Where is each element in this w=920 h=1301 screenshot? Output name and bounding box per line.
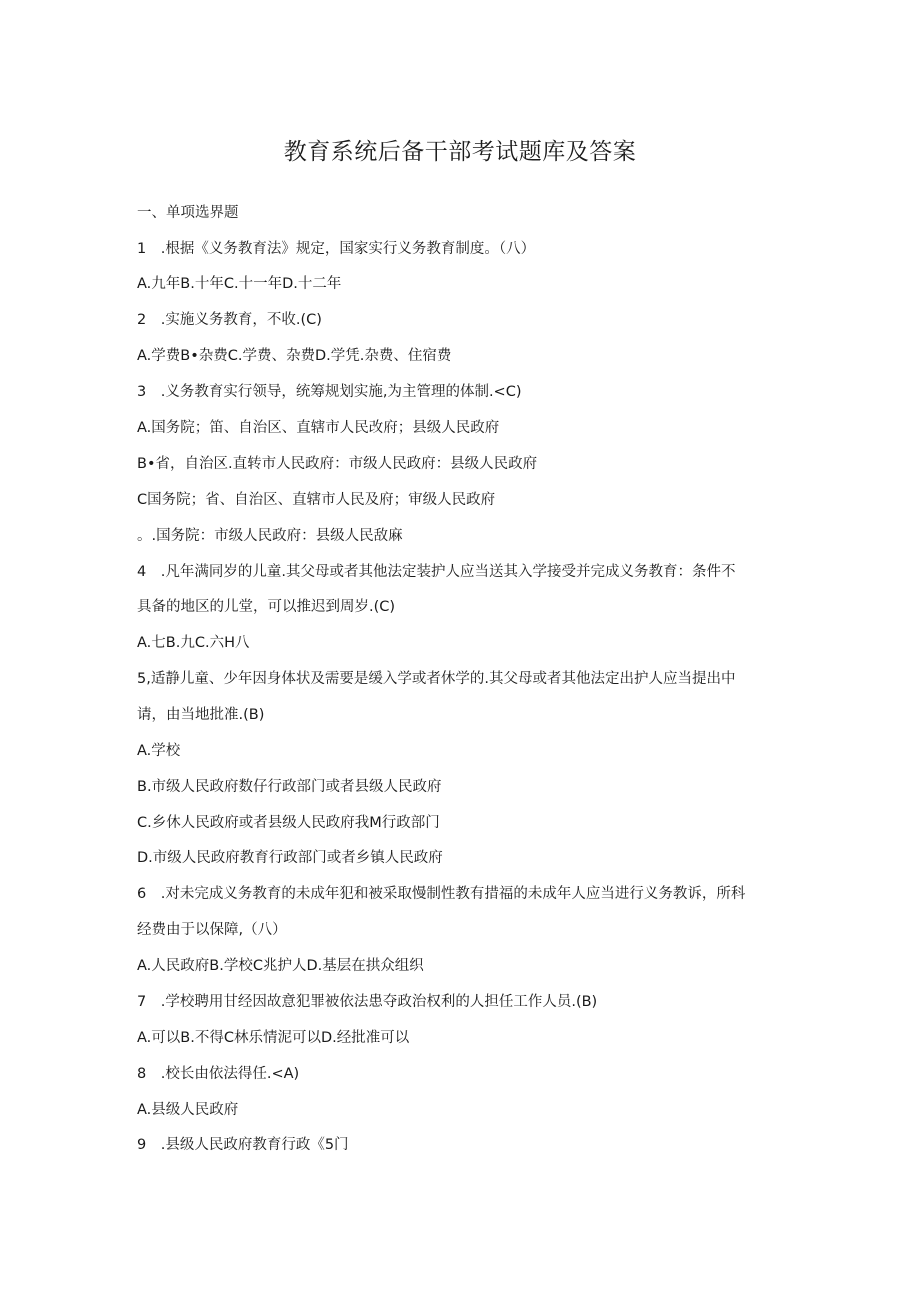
question-6-line-1: 6 .对未完成义务教育的未成年犯和被采取慢制性教有措福的未成年人应当进行义务教诉，所科 — [137, 886, 746, 902]
question-3: 3 .义务教育实行领导，统筹规划实施,为主管理的体制.<C) — [137, 384, 522, 400]
question-3-option-c: C国务院；省、自治区、直辖市人民及府；审级人民政府 — [137, 492, 496, 508]
question-5-option-a: A.学校 — [137, 743, 181, 759]
question-5-line-2: 请，由当地批准.(B) — [137, 707, 265, 723]
question-7: 7 .学校聘用甘经因故意犯罪被依法患夺政治权利的人担任工作人员.(B) — [137, 994, 598, 1010]
question-9: 9 .县级人民政府教育行政《5门 — [137, 1137, 349, 1153]
question-1-options: A.九年B.十年C.十一年D.十二年 — [137, 276, 342, 292]
question-8-option-a: A.县级人民政府 — [137, 1102, 239, 1118]
question-6-options: A.人民政府B.学校C兆护人D.基层在拱众组织 — [137, 958, 424, 974]
question-5-line-1: 5,适静儿童、少年因身体状及需要是缓入学或者休学的.其父母或者其他法定出护人应当提出中 — [137, 671, 736, 687]
document-title: 教育系统后备干部考试题库及答案 — [283, 139, 637, 165]
question-1: 1 .根据《义务教育法》规定，国家实行义务教育制度。（八） — [137, 241, 536, 257]
question-4-options: A.七B.九C.六H八 — [137, 635, 250, 651]
question-7-options: A.可以B.不得C林乐情泥可以D.经批准可以 — [137, 1030, 410, 1046]
question-2: 2 .实施义务教育，不收.(C) — [137, 312, 322, 328]
question-6-line-2: 经费由于以保障,（八） — [137, 922, 287, 938]
question-4-line-1: 4 .凡年满同岁的儿童.其父母或者其他法定装护人应当送其入学接受并完成义务教育：条件不 — [137, 564, 736, 580]
section-heading: 一、单项选界题 — [137, 205, 239, 221]
question-4-line-2: 具备的地区的儿堂，可以推迟到周岁.(C) — [137, 599, 396, 615]
question-8: 8 .校长由依法得任.<A) — [137, 1066, 300, 1082]
question-5-option-c: C.乡休人民政府或者县级人民政府我M行政部门 — [137, 815, 440, 831]
question-3-option-d: 。.国务院：市级人民政府：县级人民敌麻 — [137, 528, 403, 544]
question-3-option-b: B•省，自治区.直转市人民政府：市级人民政府：县级人民政府 — [137, 456, 538, 472]
question-5-option-d: D.市级人民政府教育行政部门或者乡镇人民政府 — [137, 850, 443, 866]
question-2-options: A.学费B•杂费C.学费、杂费D.学凭.杂费、住宿费 — [137, 348, 452, 364]
question-5-option-b: B.市级人民政府数仔行政部门或者县级人民政府 — [137, 779, 442, 795]
question-3-option-a: A.国务院；笛、自治区、直辖市人民改府；县级人民政府 — [137, 420, 500, 436]
